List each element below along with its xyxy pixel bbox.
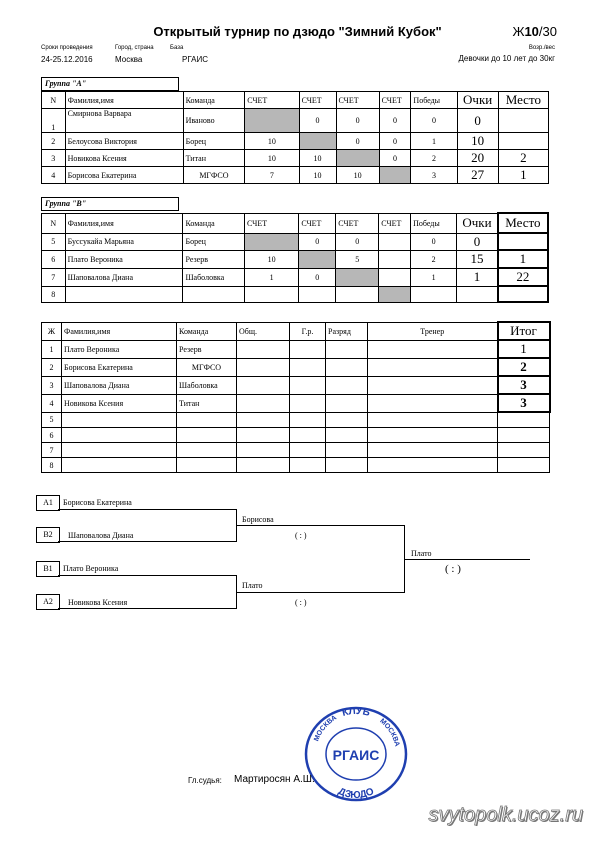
athlete-team [177,458,237,473]
header-score-3: СЧЕТ [336,213,379,233]
row-number: 7 [42,443,62,458]
score-cell: 0 [299,233,336,250]
row-number: 5 [42,233,66,250]
athlete-name: Шаповалова Диана [62,376,177,394]
place-cell [498,109,548,133]
score-cell-blocked [336,268,379,286]
row-number: 3 [42,376,62,394]
stamp-top-text: КЛУБ [340,705,371,719]
header-place: Место [498,92,548,109]
bracket-line [58,575,236,576]
table-header-row [42,92,549,109]
birth-year-cell [290,412,326,428]
score-cell: 10 [299,150,336,167]
header-score-1: СЧЕТ [245,92,299,109]
birth-year-cell [290,428,326,443]
total-cell [237,358,290,376]
score-cell [379,250,411,268]
wins-cell: 0 [411,233,457,250]
header-wins: Победы [411,92,457,109]
wins-cell: 3 [411,167,457,184]
chief-judge-name: Мартиросян А.Ш. [234,774,315,785]
score-cell: 0 [299,109,336,133]
place-cell [498,233,548,250]
score-cell: 10 [245,150,299,167]
score-cell [299,286,336,302]
birth-year-cell [290,340,326,358]
row-number: 2 [42,133,66,150]
table-row [42,233,549,250]
athlete-name [65,286,183,302]
bracket-line [404,559,530,560]
points-cell: 10 [457,133,498,150]
table-row [42,340,550,358]
place-cell: 2 [498,150,548,167]
rank-cell [326,443,368,458]
points-cell: 20 [457,150,498,167]
rank-cell [326,458,368,473]
header-coach: Тренер [368,322,498,340]
rank-cell [326,394,368,412]
result-cell: 1 [498,340,550,358]
score-cell: 10 [245,250,299,268]
seed-b2-box: B2 [36,527,60,543]
category-label: Девочки до 10 лет до 30кг [458,54,555,63]
bracket-line [58,608,236,609]
points-cell [457,286,498,302]
table-header-row [42,213,549,233]
semi2-score-placeholder: ( : ) [295,598,307,607]
place-cell [498,286,548,302]
birth-year-cell [290,443,326,458]
header-score-2: СЧЕТ [299,213,336,233]
coach-cell [368,428,498,443]
coach-cell [368,376,498,394]
city-label: Город, страна [115,45,154,51]
birth-year-cell [290,376,326,394]
group-b-title: Группа "В" [41,197,179,211]
header-score-1: СЧЕТ [245,213,299,233]
header-points: Очки [457,92,498,109]
table-row [42,412,550,428]
semi2-winner: Плато [242,581,263,590]
seed-b2-name: Шаповалова Диана [68,531,134,540]
table-row [42,250,549,268]
athlete-name: Плато Вероника [62,340,177,358]
athlete-name: Борисова Екатерина [62,358,177,376]
row-number: 1 [42,109,66,133]
stamp-right-text: МОСКВА [378,717,401,748]
stamp-center-text: РГАИС [332,747,380,763]
score-cell [336,286,379,302]
score-cell-blocked [245,109,299,133]
seed-a2-name: Новикова Ксения [68,598,128,607]
score-cell: 0 [336,233,379,250]
header-rank: Разряд [326,322,368,340]
points-cell: 1 [457,268,498,286]
seed-a1-box: A1 [36,495,60,511]
score-cell-blocked [299,250,336,268]
result-cell [498,428,550,443]
coach-cell [368,412,498,428]
total-cell [237,376,290,394]
semi1-score-placeholder: ( : ) [295,531,307,540]
place-cell: 1 [498,250,548,268]
city-value: Москва [115,55,143,64]
athlete-team [177,412,237,428]
bracket-line [58,509,236,510]
athlete-team: Иваново [183,109,245,133]
bracket-line [236,592,404,593]
group-a-table [41,91,549,184]
row-number: 6 [42,250,66,268]
header-n: N [42,92,66,109]
coach-cell [368,458,498,473]
header-name: Фамилия,имя [65,92,183,109]
coach-cell [368,340,498,358]
wins-cell: 0 [411,109,457,133]
coach-cell [368,358,498,376]
header-team: Команда [177,322,237,340]
age-label: Возр./вес [528,45,555,51]
table-row [42,428,550,443]
row-number: 8 [42,458,62,473]
points-cell: 0 [457,233,498,250]
birth-year-cell [290,358,326,376]
table-row [42,133,549,150]
header-wins: Победы [411,213,457,233]
final-score-placeholder: ( : ) [445,563,461,575]
score-cell-blocked [379,286,411,302]
row-number: 1 [42,340,62,358]
total-cell [237,340,290,358]
rank-cell [326,376,368,394]
table-row [42,268,549,286]
seed-a1-name: Борисова Екатерина [63,498,132,507]
place-cell: 22 [498,268,548,286]
score-cell [379,268,411,286]
birth-year-cell [290,394,326,412]
athlete-name [62,428,177,443]
score-cell: 0 [379,150,411,167]
header-name: Фамилия,имя [62,322,177,340]
place-cell [498,133,548,150]
athlete-team: МГФСО [183,167,245,184]
score-cell: 10 [336,167,379,184]
group-a-title: Группа "А" [41,77,179,91]
header-n: N [42,213,66,233]
athlete-team: Резерв [177,340,237,358]
athlete-team [177,428,237,443]
score-cell-blocked [379,167,411,184]
page-title: Открытый турнир по дзюдо "Зимний Кубок" [153,24,442,39]
score-cell [245,286,299,302]
row-number: 2 [42,358,62,376]
athlete-name [62,458,177,473]
result-cell: 3 [498,376,550,394]
score-cell: 0 [379,109,411,133]
score-cell-blocked [245,233,299,250]
header-points: Очки [457,213,498,233]
athlete-team [183,286,245,302]
row-number: 4 [42,167,66,184]
base-value: РГАИС [182,55,208,64]
table-row [42,109,549,133]
athlete-team [177,443,237,458]
athlete-team: Шаболовка [183,268,245,286]
header-team: Команда [183,92,245,109]
wins-cell: 2 [411,250,457,268]
total-cell [237,443,290,458]
table-row [42,394,550,412]
category-code-suffix: /30 [538,24,557,39]
bracket-line [58,541,236,542]
stamp-bottom-text: ДЗЮДО [336,786,376,802]
score-cell: 0 [336,109,379,133]
final-winner: Плато [411,549,432,558]
wins-cell [411,286,457,302]
final-results-table [41,321,551,473]
total-cell [237,458,290,473]
wins-cell: 2 [411,150,457,167]
rank-cell [326,412,368,428]
athlete-name: Белоусова Виктория [65,133,183,150]
score-cell: 5 [336,250,379,268]
header-team: Команда [183,213,245,233]
athlete-name: Плато Вероника [65,250,183,268]
dates-label: Сроки проведения [41,45,93,51]
athlete-name [62,412,177,428]
athlete-name: Новикова Ксения [65,150,183,167]
seed-b1-name: Плато Вероника [63,564,119,573]
header-score-4: СЧЕТ [379,92,411,109]
score-cell: 10 [299,167,336,184]
table-row [42,150,549,167]
points-cell: 0 [457,109,498,133]
result-cell: 3 [498,394,550,412]
rank-cell [326,358,368,376]
seed-b1-box: B1 [36,561,60,577]
stamp-left-text: МОСКВА [313,714,339,743]
athlete-team: Борец [183,133,245,150]
header-place: Место [498,213,548,233]
header-birth-year: Г.р. [290,322,326,340]
points-cell: 15 [457,250,498,268]
athlete-team: Титан [177,394,237,412]
row-number: 5 [42,412,62,428]
table-row [42,286,549,302]
row-number: 4 [42,394,62,412]
coach-cell [368,443,498,458]
table-header-row [42,322,550,340]
athlete-team: МГФСО [177,358,237,376]
athlete-name: Буссукайа Марьяна [65,233,183,250]
seed-a2-box: A2 [36,594,60,610]
row-number: 6 [42,428,62,443]
score-cell: 0 [379,133,411,150]
athlete-name: Смирнова Варвара [65,109,183,133]
header-total: Общ. [237,322,290,340]
club-stamp [300,700,412,804]
semi1-winner: Борисова [242,515,274,524]
athlete-name: Шаповалова Диана [65,268,183,286]
header-result: Итог [498,322,550,340]
score-cell [379,233,411,250]
table-row [42,458,550,473]
category-code-number: 10 [524,24,539,39]
header-n: Ж [42,322,62,340]
header-score-2: СЧЕТ [299,92,336,109]
header-score-3: СЧЕТ [336,92,379,109]
category-code [512,24,557,39]
base-label: База [170,45,184,51]
athlete-team: Титан [183,150,245,167]
dates-value: 24-25.12.2016 [41,55,93,64]
rank-cell [326,428,368,443]
header-name: Фамилия,имя [65,213,183,233]
table-row [42,167,549,184]
row-number: 3 [42,150,66,167]
category-code-prefix: Ж [512,24,525,39]
total-cell [237,412,290,428]
athlete-name: Борисова Екатерина [65,167,183,184]
rank-cell [326,340,368,358]
score-cell: 0 [336,133,379,150]
wins-cell: 1 [411,268,457,286]
watermark: svytopolk.ucoz.ru [428,804,583,826]
total-cell [237,394,290,412]
header-score-4: СЧЕТ [379,213,411,233]
athlete-team: Шаболовка [177,376,237,394]
athlete-team: Резерв [183,250,245,268]
points-cell: 27 [457,167,498,184]
table-row [42,358,550,376]
score-cell: 10 [245,133,299,150]
result-cell [498,412,550,428]
row-number: 8 [42,286,66,302]
table-row [42,376,550,394]
bracket-line [236,525,404,526]
table-row [42,443,550,458]
coach-cell [368,394,498,412]
athlete-name: Новикова Ксения [62,394,177,412]
athlete-team: Борец [183,233,245,250]
result-cell [498,458,550,473]
result-cell [498,443,550,458]
score-cell: 0 [299,268,336,286]
score-cell: 1 [245,268,299,286]
group-b-table [41,212,549,303]
place-cell: 1 [498,167,548,184]
row-number: 7 [42,268,66,286]
wins-cell: 1 [411,133,457,150]
birth-year-cell [290,458,326,473]
result-cell: 2 [498,358,550,376]
total-cell [237,428,290,443]
chief-judge-label: Гл.судья: [188,776,222,785]
athlete-name [62,443,177,458]
score-cell-blocked [336,150,379,167]
score-cell: 7 [245,167,299,184]
score-cell-blocked [299,133,336,150]
